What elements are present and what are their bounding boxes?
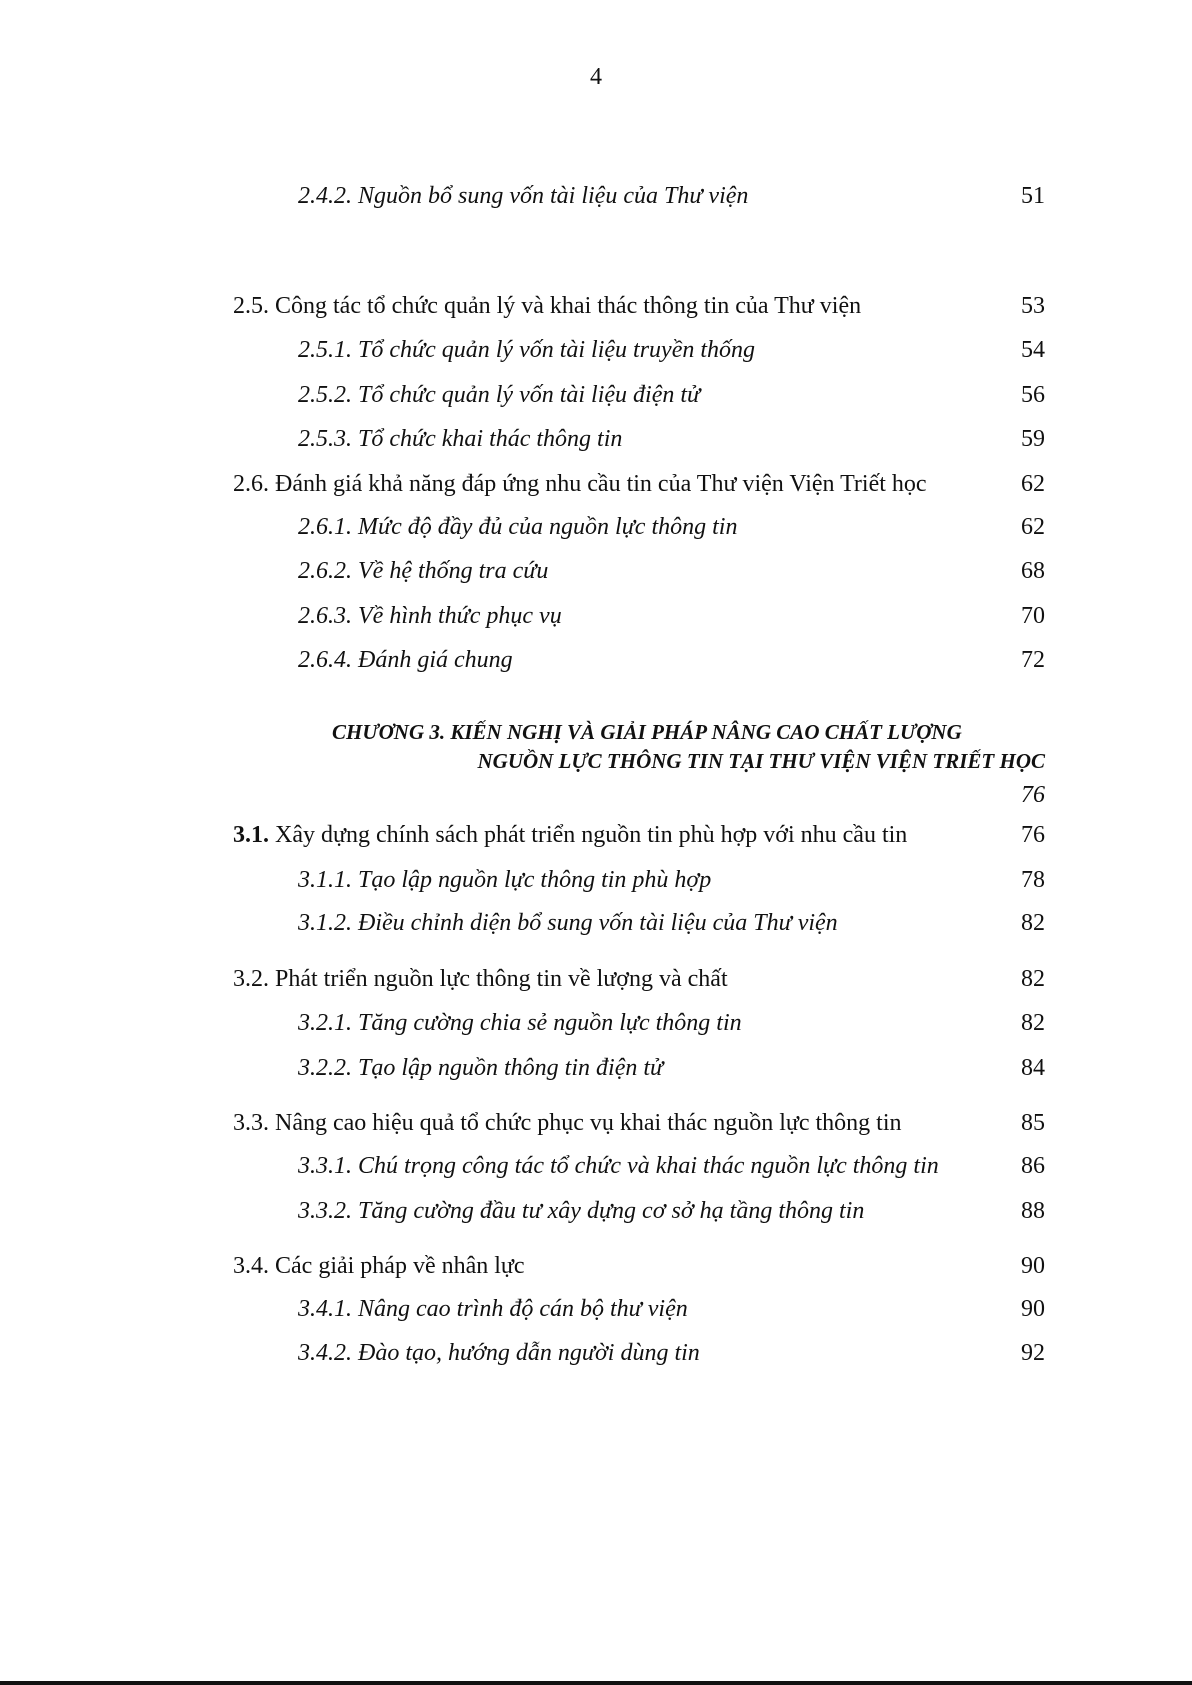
toc-page-3-4: 90 [1021, 1253, 1045, 1279]
toc-entry-3-2-2: 3.2.2. Tạo lập nguồn thông tin điện tử [298, 1055, 664, 1081]
toc-page-3-2-1: 82 [1021, 1010, 1045, 1036]
toc-page-3-4-1: 90 [1021, 1296, 1045, 1322]
toc-entry-3-1 [233, 821, 907, 849]
toc-entry-3-3: 3.3. Nâng cao hiệu quả tổ chức phục vụ khai thác nguồn lực thông tin [233, 1110, 902, 1136]
toc-entry-2-5: 2.5. Công tác tổ chức quản lý và khai thác thông tin của Thư viện [233, 293, 862, 319]
toc-entry-3-2: 3.2. Phát triển nguồn lực thông tin về lượng và chất [233, 966, 728, 992]
toc-page-3-1-2: 82 [1021, 910, 1045, 936]
toc-entry-3-4-1: 3.4.1. Nâng cao trình độ cán bộ thư viện [298, 1296, 688, 1322]
toc-page-3-3: 85 [1021, 1110, 1045, 1136]
toc-page-2-6-4: 72 [1021, 647, 1045, 673]
toc-entry-3-1-1: 3.1.1. Tạo lập nguồn lực thông tin phù hợp [298, 867, 712, 893]
toc-entry-2-5-3: 2.5.3. Tổ chức khai thác thông tin [298, 426, 623, 452]
toc-entry-2-5-1: 2.5.1. Tổ chức quản lý vốn tài liệu truyền thống [298, 337, 756, 363]
toc-page-3-3-2: 88 [1021, 1198, 1045, 1224]
toc-page-2-6-1: 62 [1021, 514, 1045, 540]
toc-entry-3-4-2: 3.4.2. Đào tạo, hướng dẫn người dùng tin [298, 1340, 700, 1366]
chapter-3-heading-line2: NGUỒN LỰC THÔNG TIN TẠI THƯ VIỆN VIỆN TRIẾT HỌC [477, 749, 1045, 773]
toc-entry-3-1-2: 3.1.2. Điều chỉnh diện bổ sung vốn tài liệu của Thư viện [298, 910, 838, 936]
chapter-3-heading-line1: CHƯƠNG 3. KIẾN NGHỊ VÀ GIẢI PHÁP NÂNG CAO CHẤT LƯỢNG [332, 720, 962, 744]
toc-entry-2-6-2: 2.6.2. Về hệ thống tra cứu [298, 558, 549, 584]
toc-page-3-2-2: 84 [1021, 1055, 1045, 1081]
toc-page-3-4-2: 92 [1021, 1340, 1045, 1366]
toc-page-2-5-3: 59 [1021, 426, 1045, 452]
toc-entry-2-6-1: 2.6.1. Mức độ đầy đủ của nguồn lực thông tin [298, 514, 738, 540]
toc-page-3-3-1: 86 [1021, 1153, 1045, 1179]
toc-entry-3-2-1: 3.2.1. Tăng cường chia sẻ nguồn lực thông tin [298, 1010, 742, 1036]
toc-page-2-6-2: 68 [1021, 558, 1045, 584]
chapter-3-page: 76 [1021, 782, 1045, 808]
toc-page-3-2: 82 [1021, 966, 1045, 992]
toc-entry-2-4-2: 2.4.2. Nguồn bổ sung vốn tài liệu của Thư viện [298, 183, 749, 209]
toc-page-2-5: 53 [1021, 293, 1045, 319]
toc-page-2-5-2: 56 [1021, 382, 1045, 408]
toc-page-2-6-3: 70 [1021, 603, 1045, 629]
toc-page-2-5-1: 54 [1021, 337, 1045, 363]
toc-page-2-6: 62 [1021, 471, 1045, 497]
toc-entry-2-6-4: 2.6.4. Đánh giá chung [298, 647, 513, 673]
toc-entry-3-1-number: 3.1. [233, 822, 269, 848]
toc-page-3-1-1: 78 [1021, 867, 1045, 893]
toc-entry-3-1-text: Xây dựng chính sách phát triển nguồn tin phù hợp với nhu cầu tin [275, 822, 908, 848]
page-bottom-border [0, 1681, 1192, 1685]
toc-entry-2-6-3: 2.6.3. Về hình thức phục vụ [298, 603, 562, 629]
toc-entry-3-3-2: 3.3.2. Tăng cường đầu tư xây dựng cơ sở hạ tầng thông tin [298, 1198, 865, 1224]
toc-page-3-1: 76 [1021, 822, 1045, 848]
toc-entry-2-5-2: 2.5.2. Tổ chức quản lý vốn tài liệu điện tử [298, 382, 701, 408]
toc-entry-3-3-1: 3.3.1. Chú trọng công tác tổ chức và khai thác nguồn lực thông tin [298, 1153, 939, 1179]
toc-page-2-4-2: 51 [1021, 183, 1045, 209]
toc-entry-2-6: 2.6. Đánh giá khả năng đáp ứng nhu cầu tin của Thư viện Viện Triết học [233, 471, 927, 497]
chapter-3-heading [300, 718, 1045, 776]
toc-entry-3-4: 3.4. Các giải pháp về nhân lực [233, 1253, 525, 1279]
page-number: 4 [590, 64, 602, 90]
